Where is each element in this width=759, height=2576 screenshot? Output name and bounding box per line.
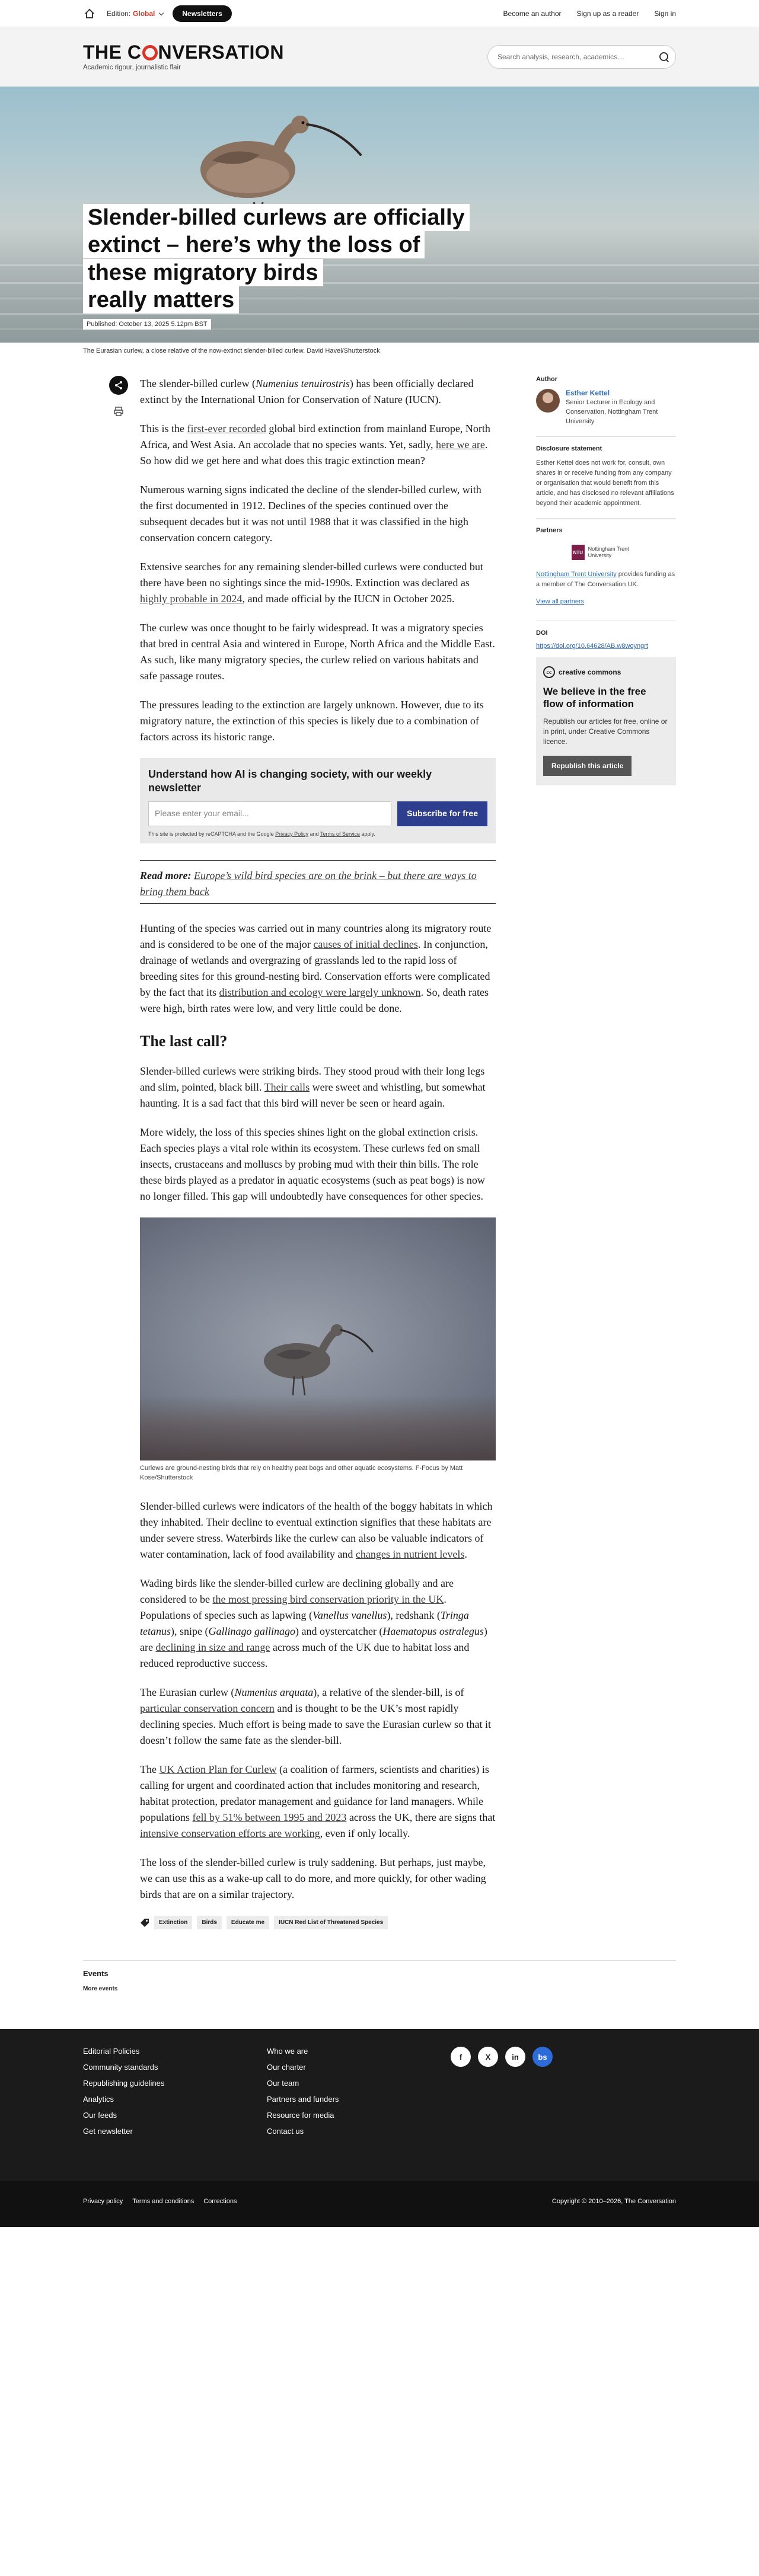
events-section (83, 1929, 676, 1993)
newsletter-title: Understand how AI is changing society, with our weekly newsletter (148, 768, 432, 794)
logo-wordmark: THE C NVERSATION (83, 41, 284, 63)
curlew-illustration (159, 98, 372, 211)
paragraph: The loss of the slender-billed curlew is truly saddening. But perhaps, just maybe, we can use this as a wake-up call to do more, and more quickly, for other wading birds that are on a similar trajectory. (140, 1856, 486, 1901)
print-button[interactable] (109, 402, 128, 421)
first-ever-recorded-link[interactable]: first-ever recorded (187, 423, 266, 434)
article-figure (140, 1217, 496, 1483)
conservation-efforts-link[interactable]: intensive conservation efforts are working (140, 1827, 320, 1840)
copyright: Copyright © 2010–2026, The Conversation (551, 2198, 676, 2206)
disclosure-text: Esther Kettel does not work for, consult, own shares in or receive funding from any company or organisation that would benefit from this article, and has disclosed no relevant affiliations beyond their academic appointment. (536, 459, 674, 507)
nutrient-levels-link[interactable]: changes in nutrient levels (355, 1548, 465, 1561)
social-links (451, 2047, 553, 2143)
author-role: Senior Lecturer in Ecology and Conservation, Nottingham Trent University (566, 399, 658, 425)
paragraph: The Eurasian curlew (Numenius arquata), a relative of the slender-bill, is of particular conservation concern and is thought to be the UK’s most rapidly declining species. Much effort is being made to save the Eurasian curlew so that it doesn’t follow the same fate as the slender-bill. (140, 1686, 491, 1747)
paragraph: Slender-billed curlews were indicators of the health of the boggy habitats in which they inhabited. Their decline to eventual extinction signifies that these habitats are under severe stress. Waterbirds like the curlew can also be valuable indicators of water contamination, lack of food availability and changes in nutrient levels. (140, 1500, 493, 1561)
partners-heading: Partners (536, 527, 563, 535)
email-field[interactable]: Please enter your email... (148, 801, 391, 826)
cc-icon: cc (543, 666, 555, 678)
conservation-priority-link[interactable]: the most pressing bird conservation priority in the UK (212, 1593, 444, 1606)
facebook-icon[interactable]: f (451, 2047, 471, 2067)
footer-link[interactable]: Who we are (267, 2047, 308, 2056)
edition-selector[interactable] (107, 9, 167, 18)
footer-link[interactable]: Partners and funders (267, 2095, 339, 2104)
declining-size-link[interactable]: declining in size and range (155, 1641, 270, 1654)
footer-link[interactable]: Editorial Policies (83, 2047, 140, 2056)
edition-label: Edition: (107, 9, 131, 18)
chevron-down-icon (159, 10, 164, 15)
footer-link[interactable]: Our feeds (83, 2111, 117, 2120)
bluesky-icon[interactable]: bs (532, 2047, 553, 2067)
recaptcha-notice: This site is protected by reCAPTCHA and the Google Privacy Policy and Terms of Service apply. (148, 830, 375, 837)
ntu-logo-text: Nottingham Trent University (588, 546, 629, 559)
paragraph: Numerous warning signs indicated the decline of the slender-billed curlew, with the first documented in 1912. Declines of the species continued over the subsequent decades but it was not until 1988 that it was classified in the high conservation concern category. (140, 484, 481, 544)
tag-item[interactable]: Educate me (227, 1916, 269, 1929)
curlew-photo (140, 1217, 496, 1460)
partner-statement: Nottingham Trent University provides funding as a member of The Conversation UK. (536, 571, 675, 589)
tag-list (140, 1916, 496, 1929)
site-logo[interactable] (83, 43, 284, 71)
read-more-link[interactable]: Europe’s wild bird species are on the brink – but there are ways to bring them back (140, 870, 477, 898)
avatar[interactable] (536, 389, 560, 413)
terms-of-service-link[interactable]: Terms of Service (320, 830, 361, 837)
sign-in-link[interactable]: Sign in (654, 9, 676, 18)
population-decline-link[interactable]: fell by 51% between 1995 and 2023 (192, 1811, 347, 1824)
read-more-box (140, 860, 496, 904)
edition-value: Global (133, 9, 155, 18)
creative-commons-logo: cc creative commons (543, 666, 669, 678)
masthead (0, 27, 759, 87)
author-heading: Author (536, 376, 558, 383)
published-date: Published: October 13, 2025 5.12pm BST (83, 319, 211, 330)
ntu-logo-mark: NTU (572, 545, 585, 560)
read-more-label: Read more: (140, 870, 192, 882)
hero-image (0, 87, 759, 343)
view-all-partners-link[interactable]: View all partners (536, 598, 585, 606)
paragraph: Wading birds like the slender-billed curlew are declining globally and are considered to be the most pressing bird conservation priority in the UK. Populations of species such as lapwing (Vanellus vanellus), redshank (Tringa tetanus), snipe (Gallinago gallinago) and oystercatcher (Haematopus ostralegus) are declining in size and range across much of the UK due to habitat loss and reduced reproductive success. (140, 1577, 487, 1670)
footer-column-policies (83, 2047, 267, 2143)
disclosure-heading: Disclosure statement (536, 445, 602, 452)
events-heading: Events (83, 1969, 109, 1979)
footer-link[interactable]: Republishing guidelines (83, 2079, 165, 2088)
footer-link[interactable]: Resource for media (267, 2111, 334, 2120)
republish-button[interactable]: Republish this article (543, 756, 632, 776)
figure-caption: Curlews are ground-nesting birds that rely on healthy peat bogs and other aquatic ecosystems. F-Focus by Matt Kose/Shutterstock (140, 1465, 463, 1482)
privacy-policy-link[interactable]: Privacy Policy (275, 830, 309, 837)
paragraph: The pressures leading to the extinction are largely unknown. However, due to its migratory nature, the extinction of this species is likely due to a combination of factors across its historic range. (140, 699, 484, 743)
search-input[interactable]: Search analysis, research, academics… (498, 53, 625, 61)
article-layout (83, 354, 676, 1929)
share-button[interactable] (109, 376, 128, 395)
tag-icon (140, 1918, 149, 1928)
tag-item[interactable]: Birds (197, 1916, 222, 1929)
footer-link[interactable]: Our team (267, 2079, 299, 2088)
paragraph: The UK Action Plan for Curlew (a coalition of farmers, scientists and charities) is calling for urgent and coordinated action that includes monitoring and research, habitat protection, predator management and guidance for land managers. While populations fell by 51% between 1995 and 2023 across the UK, there are signs that intensive conservation efforts are working, even if only locally. (140, 1763, 496, 1840)
paragraph: Slender-billed curlews were striking birds. They stood proud with their long legs and slim, pointed, black bill. Their calls were sweet and whistling, but somewhat haunting. It is a sad fact that this bird will never be seen or heard again. (140, 1065, 486, 1110)
printer-icon (113, 406, 124, 417)
distribution-link[interactable]: distribution and ecology were largely unknown (219, 986, 421, 999)
hero-caption: The Eurasian curlew, a close relative of the now-extinct slender-billed curlew. David Havel/Shutterstock (83, 347, 380, 354)
paragraph: The slender-billed curlew (Numenius tenuirostris) has been officially declared extinct by the International Union for Conservation of Nature (IUCN). (140, 378, 474, 405)
article-body (140, 376, 496, 1929)
footer-link[interactable]: Community standards (83, 2063, 158, 2072)
conservation-concern-link[interactable]: particular conservation concern (140, 1702, 275, 1715)
republish-text: Republish our articles for free, online or in print, under Creative Commons licence. (543, 717, 668, 746)
become-author-link[interactable]: Become an author (503, 9, 562, 18)
republish-box (536, 657, 676, 785)
subscribe-button[interactable]: Subscribe for free (397, 801, 487, 826)
privacy-policy-footer-link[interactable]: Privacy policy (83, 2198, 123, 2206)
causes-link[interactable]: causes of initial declines (313, 938, 418, 951)
top-utility-bar (0, 0, 759, 27)
footer-column-about (267, 2047, 451, 2143)
home-icon[interactable] (83, 7, 96, 20)
author-name-link[interactable]: Esther Kettel (566, 389, 610, 397)
tag-item[interactable]: IUCN Red List of Threatened Species (274, 1916, 388, 1929)
sign-up-link[interactable]: Sign up as a reader (576, 9, 639, 18)
doi-heading: DOI (536, 629, 548, 637)
logo-o-ring (142, 45, 158, 60)
account-links (503, 9, 676, 18)
paragraph: More widely, the loss of this species shines light on the global extinction crisis. Each species plays a vital role within its ecosystem. These curlews fed on small insects, crustaceans and molluscs by probing mud with their thin bills. The role these birds played as a predator in aquatic ecosystems (such as peat bogs) is now no longer filled. This gap will undoubtedly have consequences for other species. (140, 1126, 485, 1203)
corrections-link[interactable]: Corrections (203, 2198, 237, 2206)
footer-link[interactable]: Contact us (267, 2127, 304, 2136)
share-column (83, 376, 140, 1929)
share-icon (114, 381, 123, 390)
site-footer (0, 2029, 759, 2181)
newsletters-button[interactable]: Newsletters (173, 5, 231, 22)
paragraph: Extensive searches for any remaining slender-billed curlews were conducted but there have been no sightings since the mid-1990s. Extinction was declared as highly probable in 2024, and made official by the IUCN in October 2025. (140, 561, 483, 605)
here-we-are-link[interactable]: here we are (435, 439, 485, 450)
footer-link[interactable]: Get newsletter (83, 2127, 133, 2136)
paragraph: The curlew was once thought to be fairly widespread. It was a migratory species that bred in central Asia and wintered in Europe, North Africa and the Middle East. As such, like many migratory species, the curlew relied on various habitats and safe passage routes. (140, 622, 495, 682)
paragraph: Hunting of the species was carried out in many countries along its migratory route and is considered to be one of the major causes of initial declines. In conjunction, drainage of wetlands and overgrazing of grasslands led to the rapid loss of breeding sites for this ground-nesting bird. Conservation efforts were complicated by the fact that its distribution and ecology were largely unknown. So, death rates were high, birth rates were low, and very little could be done. (140, 922, 492, 1015)
logo-tagline: Academic rigour, journalistic flair (83, 64, 181, 71)
tag-item[interactable]: Extinction (154, 1916, 192, 1929)
linkedin-icon[interactable]: in (505, 2047, 525, 2067)
terms-footer-link[interactable]: Terms and conditions (132, 2198, 194, 2206)
paragraph: This is the first-ever recorded global bird extinction from mainland Europe, North Africa, and West Asia. An accolade that no species wants. Yet, sadly, here we are. So how did we get here and what does this tragic extinction mean? (140, 423, 490, 466)
doi-link[interactable]: https://doi.org/10.64628/AB.w8woyngrt (536, 643, 648, 650)
footer-link[interactable]: Our charter (267, 2063, 306, 2072)
uk-action-plan-link[interactable]: UK Action Plan for Curlew (159, 1763, 277, 1776)
footer-link[interactable]: Analytics (83, 2095, 114, 2104)
section-heading: The last call? (140, 1033, 228, 1050)
partner-logo[interactable] (572, 540, 643, 565)
more-events-link[interactable]: More events (83, 1986, 118, 1993)
republish-title: We believe in the free flow of information (543, 686, 646, 710)
article-title: Slender-billed curlews are officially extinct – here’s why the loss of these migratory birds really matters (83, 204, 522, 314)
highly-probable-link[interactable]: highly probable in 2024 (140, 593, 243, 605)
x-icon[interactable]: X (478, 2047, 498, 2067)
their-calls-link[interactable]: Their calls (264, 1081, 310, 1094)
newsletter-signup (140, 758, 496, 843)
search-bar[interactable] (487, 45, 676, 69)
author-card (536, 389, 676, 427)
sub-footer (0, 2181, 759, 2227)
curlew-silhouette (241, 1306, 383, 1407)
search-icon[interactable] (659, 52, 669, 62)
article-sidebar (536, 376, 676, 1929)
partner-link[interactable]: Nottingham Trent University (536, 571, 617, 579)
